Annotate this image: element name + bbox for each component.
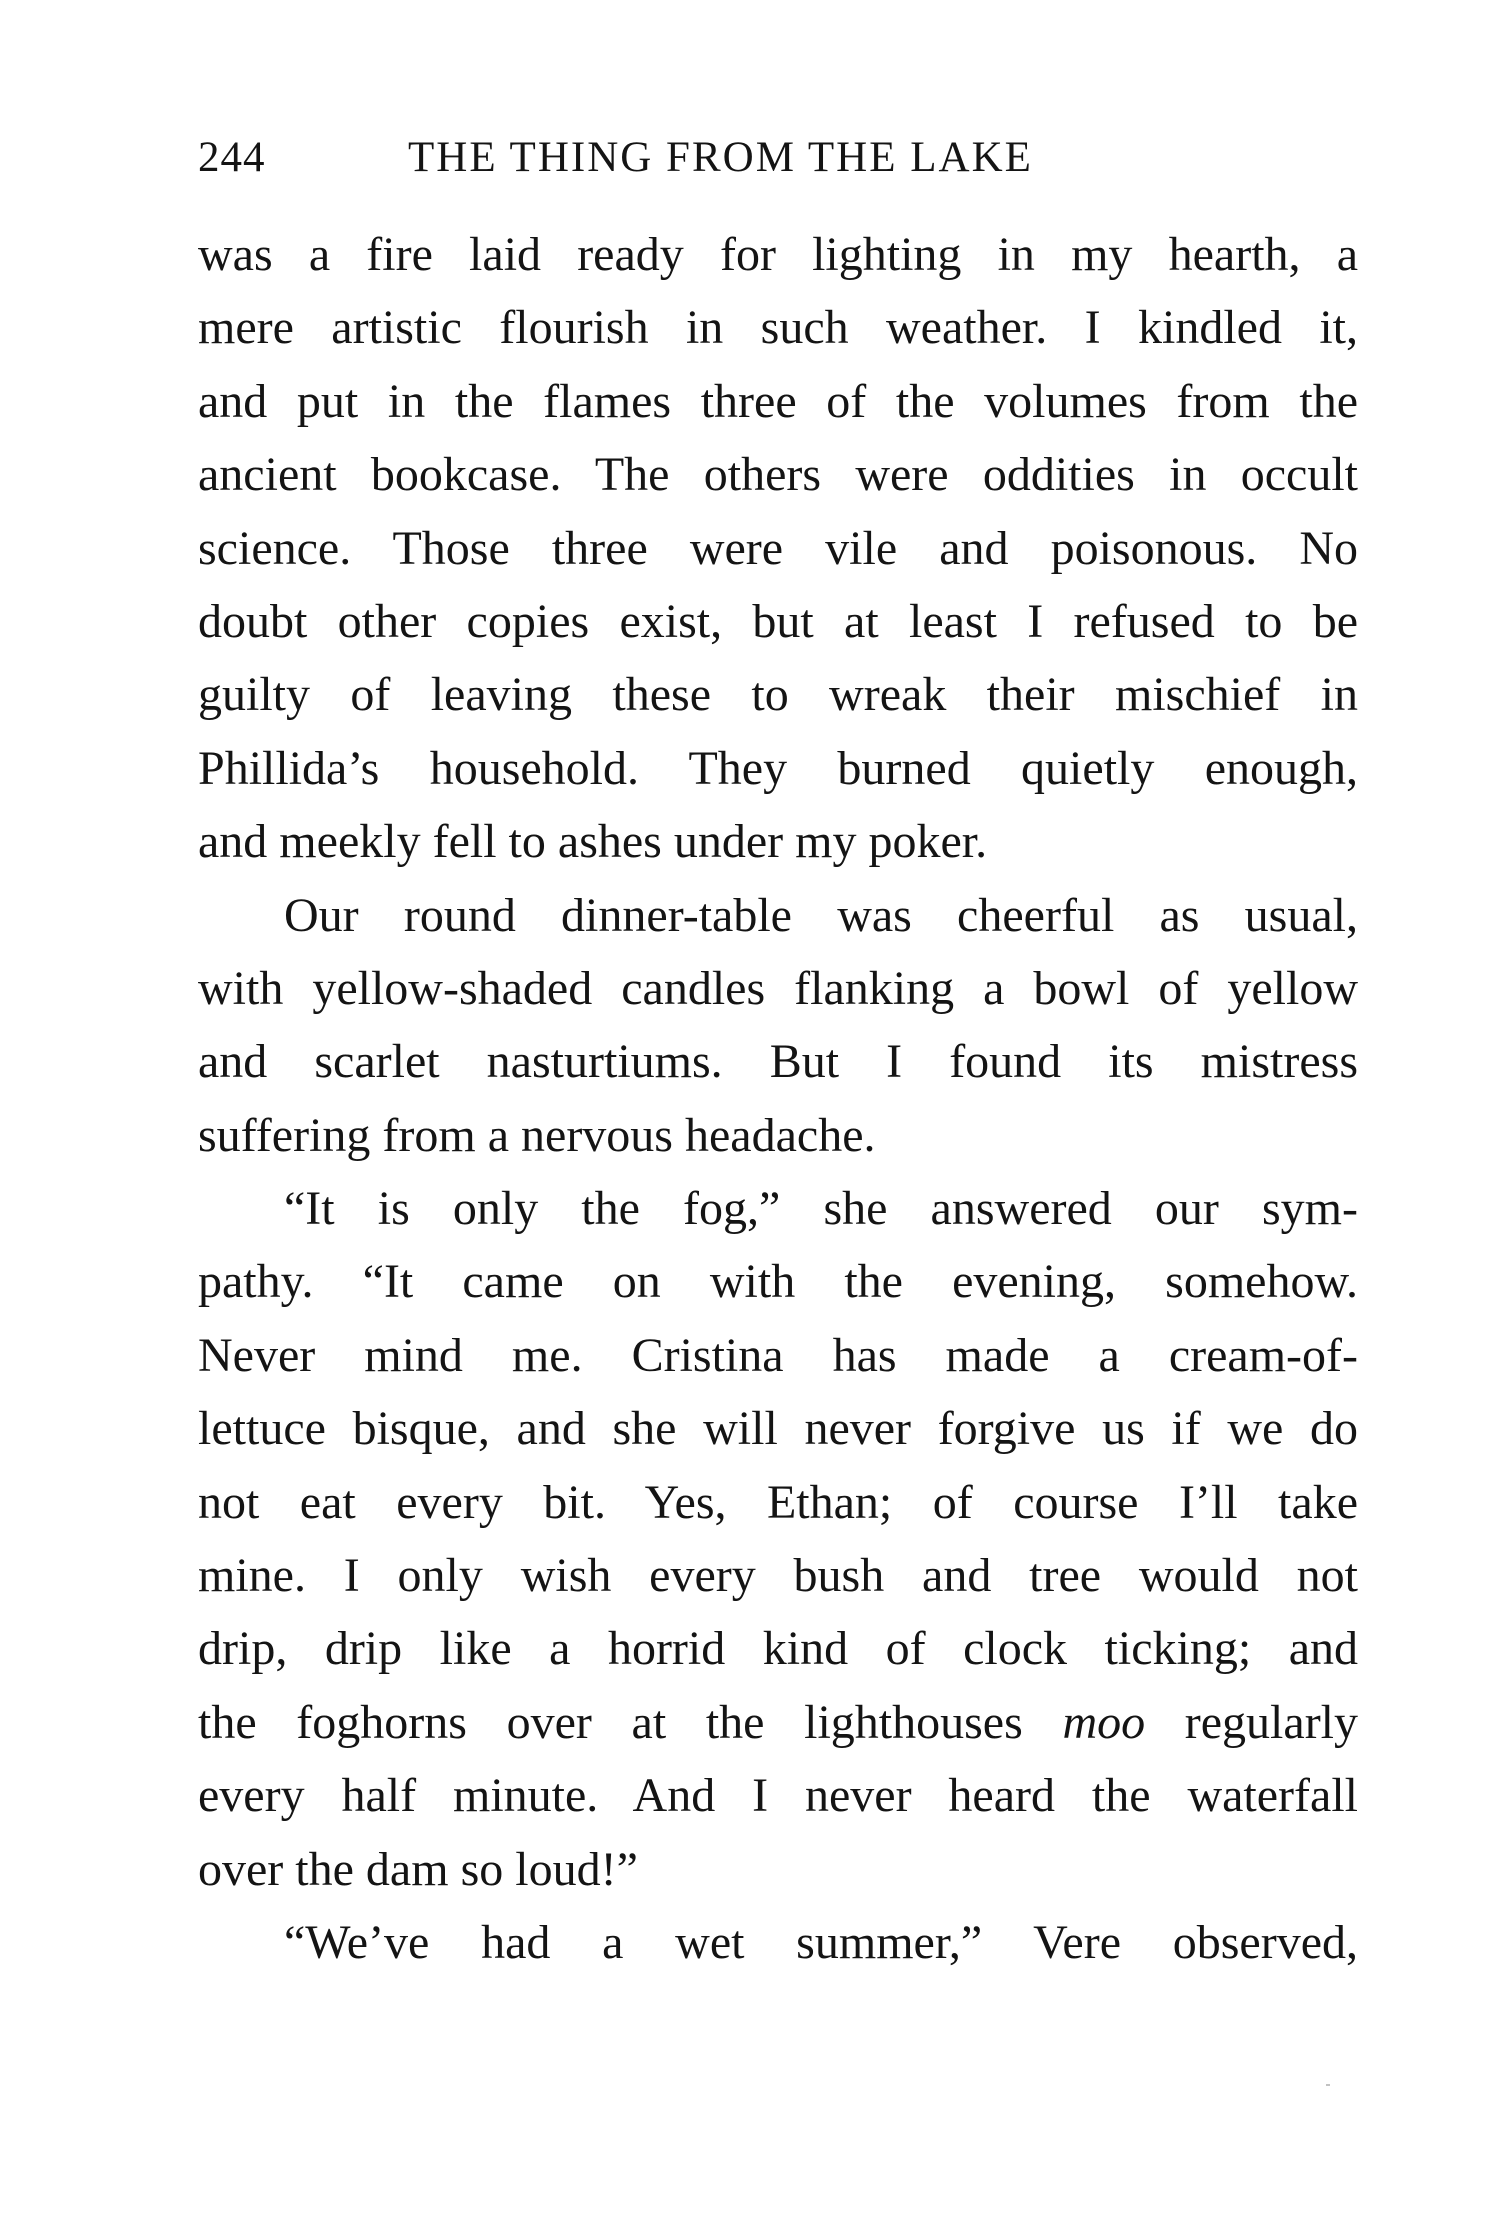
italic-word: moo [1062,1695,1146,1749]
text-line: not eat every bit. Yes, Ethan; of course I’ll take [198,1475,1358,1529]
text-line: Phillida’s household. They burned quietly enough, [198,741,1358,795]
line-text-before: the foghorns over at the lighthouses [198,1695,1063,1749]
text-line: Never mind me. Cristina has made a cream-of- [198,1328,1358,1382]
text-line: every half minute. And I never heard the waterfall [198,1769,1358,1823]
text-line: with yellow-shaded candles flanking a bowl of yellow [198,961,1358,1015]
text-line: guilty of leaving these to wreak their mischief in [198,668,1358,722]
paragraph-end-line: over the dam so loud!” [198,1842,638,1896]
text-line: doubt other copies exist, but at least I refused to be [198,594,1358,648]
text-line: mine. I only wish every bush and tree would not [198,1549,1358,1603]
paragraph-end-line: and meekly fell to ashes under my poker. [198,815,988,869]
text-line: ancient bookcase. The others were oddities in occult [198,448,1358,502]
paragraph-first-line: “We’ve had a wet summer,” Vere observed, [284,1915,1358,1969]
body-text [198,218,1358,1979]
line-text-after: regularly [1145,1695,1359,1749]
paper-speck [1326,2084,1330,2086]
running-head [198,128,1358,188]
text-line: and put in the flames three of the volumes from the [198,374,1358,428]
text-line: was a fire laid ready for lighting in my hearth, a [198,228,1358,281]
text-line: drip, drip like a horrid kind of clock ticking; and [198,1622,1358,1676]
text-line: pathy. “It came on with the evening, somehow. [198,1255,1358,1309]
book-title: THE THING FROM THE LAKE [408,134,1033,181]
text-line: science. Those three were vile and poisonous. No [198,521,1358,575]
text-line-with-italic [198,1686,1358,1759]
page-number: 244 [198,134,266,181]
paragraph-first-line: Our round dinner-table was cheerful as usual, [284,888,1358,942]
text-line: lettuce bisque, and she will never forgive us if we do [198,1402,1358,1456]
paragraph-first-line: “It is only the fog,” she answered our sym- [284,1182,1358,1236]
text-line: and scarlet nasturtiums. But I found its mistress [198,1035,1358,1089]
text-line: mere artistic flourish in such weather. I kindled it, [198,301,1358,355]
paragraph-end-line: suffering from a nervous headache. [198,1108,876,1162]
